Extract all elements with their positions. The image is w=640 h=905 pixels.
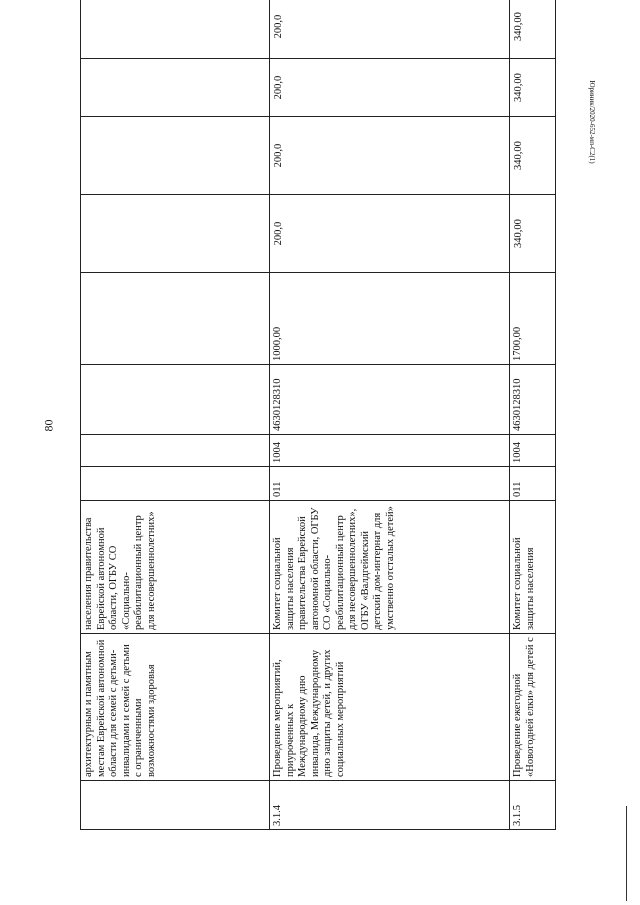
total-cell (81, 273, 270, 365)
row-number-cell: 3.1.5 (510, 781, 556, 830)
year-cell (81, 0, 270, 59)
event-name-cell: Проведение мероприятий, приуроченных к Международному дню инвалида, Международному дню защиты детей, и других социальных мероприятий (270, 634, 510, 781)
year-cell: 340,00 (510, 195, 556, 273)
csr-cell (81, 365, 270, 435)
year-cell: 340,00 (510, 0, 556, 59)
grbs-cell: 011 (510, 467, 556, 501)
year-cell: 340,00 (510, 117, 556, 195)
year-cell: 340,00 (510, 59, 556, 117)
page-number: 80 (41, 419, 56, 432)
total-cell: 1000,00 (270, 273, 510, 365)
executor-cell: Комитет социальной защиты населения правительства Еврейской автономной области, ОГБУ СО «Социально-реабилитационный центр для несовершеннолетних», ОГБУ «Валдгеймский детский дом-интернат для умственно отсталых детей» (270, 501, 510, 634)
rzpr-cell (81, 435, 270, 467)
executor-cell: населения правительства Еврейской автономной области, ОГБУ СО «Социально-реабилитационный центр для несовершеннолетних» (81, 501, 270, 634)
row-number-cell: 3.1.4 (270, 781, 510, 830)
total-cell: 1700,00 (510, 273, 556, 365)
table-row (510, 0, 556, 830)
year-cell: 200,0 (270, 117, 510, 195)
table-row (270, 0, 510, 830)
margin-line (626, 806, 627, 901)
csr-cell: 4630128310 (270, 365, 510, 435)
year-cell: 200,0 (270, 59, 510, 117)
row-number-cell (81, 781, 270, 830)
rzpr-cell: 1004 (270, 435, 510, 467)
csr-cell: 4630128310 (510, 365, 556, 435)
rzpr-cell: 1004 (510, 435, 556, 467)
year-cell: 200,0 (270, 0, 510, 59)
grbs-cell: 011 (270, 467, 510, 501)
document-code: Юриник/2020-652-мп-С2(1) (588, 80, 596, 164)
year-cell (81, 59, 270, 117)
table-row (81, 0, 270, 830)
year-cell: 200,0 (270, 195, 510, 273)
program-table (80, 0, 556, 830)
event-name-cell: архитектурным и памятным местам Еврейской автономной области для семей с детьми-инвалидами и семей с детьми с ограниченными возможностями здоровья (81, 634, 270, 781)
executor-cell: Комитет социальной защиты населения (510, 501, 556, 634)
event-name-cell: Проведение ежегодной «Новогодней елки» для детей с (510, 634, 556, 781)
grbs-cell (81, 467, 270, 501)
year-cell (81, 117, 270, 195)
year-cell (81, 195, 270, 273)
rotated-table-container (80, 12, 555, 830)
